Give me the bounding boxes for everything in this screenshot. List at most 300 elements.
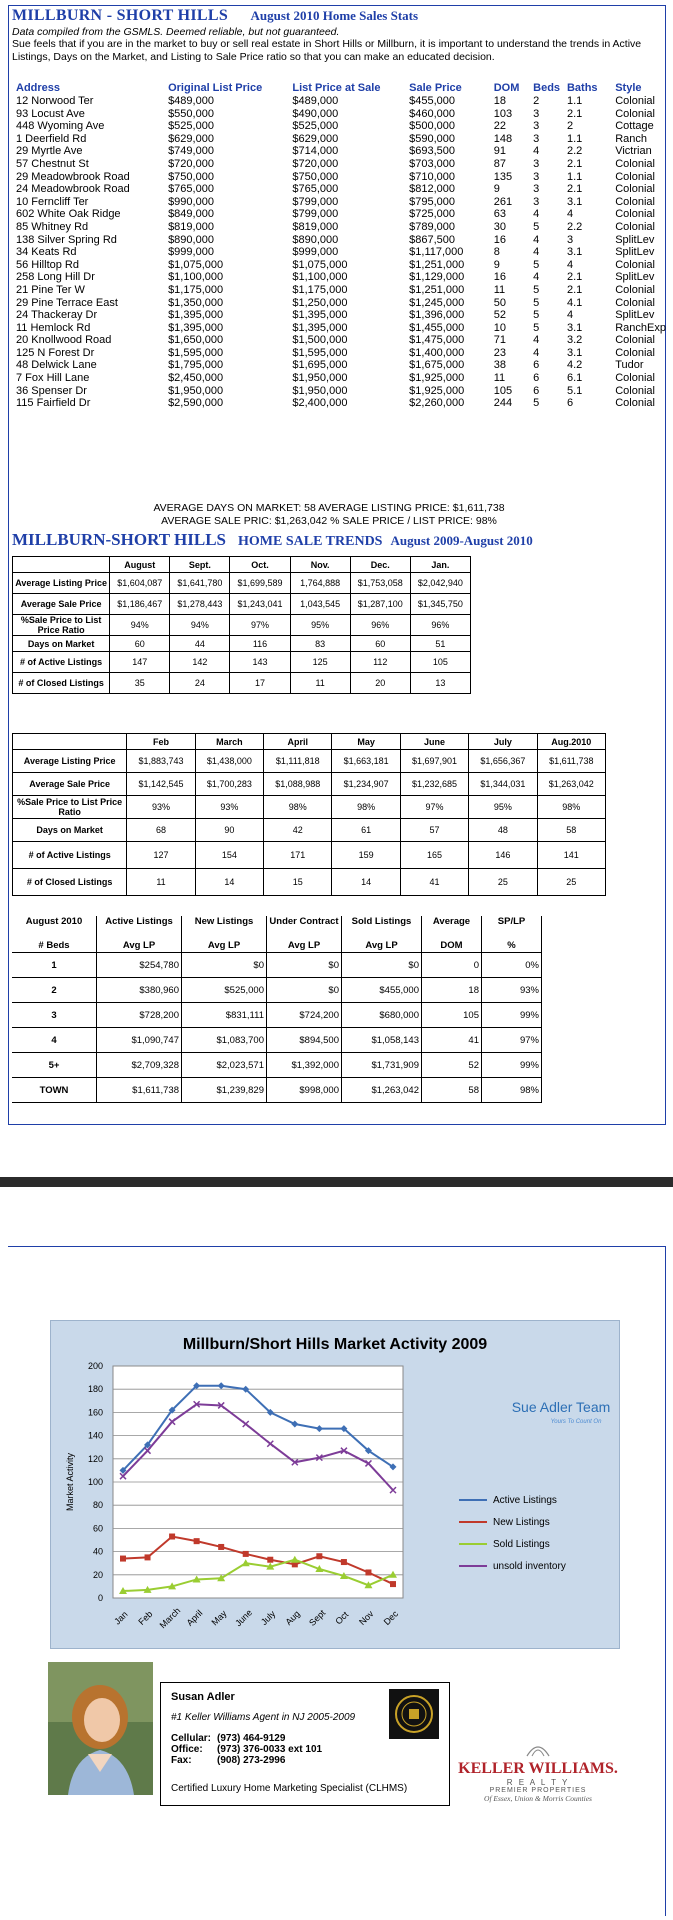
trend-cell: $1,344,031	[469, 773, 537, 796]
listing-cell: $2,590,000	[168, 397, 224, 410]
trend-cell: 95%	[290, 615, 350, 636]
listing-cell: $1,475,000	[409, 334, 465, 347]
listing-cell: 4	[566, 258, 574, 271]
keller-williams-logo	[458, 1738, 618, 1803]
trend-cell: $1,278,443	[170, 594, 230, 615]
listing-cell: 5	[533, 258, 540, 271]
listing-cell: $1,595,000	[168, 346, 224, 359]
trends-brand: MILLBURN-SHORT HILLS	[12, 530, 227, 549]
listing-cell: 5	[533, 220, 540, 233]
x-tick-label: Feb	[136, 1608, 155, 1627]
kw-realty: R E A L T Y	[506, 1778, 570, 1787]
trend-month-header: March	[195, 734, 263, 750]
listing-cell: 9	[493, 258, 500, 271]
trend-cell: 112	[350, 652, 410, 673]
trend-cell: 1,764,888	[290, 573, 350, 594]
listing-cell: 4	[566, 309, 574, 322]
listing-row	[14, 208, 673, 221]
data-point	[365, 1569, 371, 1575]
listing-cell: 3.1	[566, 246, 583, 259]
chart-svg	[51, 1321, 619, 1648]
listing-row	[14, 133, 673, 146]
beds-cell: 52	[422, 1053, 482, 1078]
beds-cell: $0	[267, 978, 342, 1003]
listing-cell: 3.1	[566, 321, 583, 334]
listing-cell: Colonial	[615, 283, 655, 296]
trend-corner-cell	[13, 557, 110, 573]
office-number: (973) 376-0033 ext 101	[217, 1744, 323, 1755]
trend-cell: $1,883,743	[127, 750, 195, 773]
listing-cell: $819,000	[292, 220, 339, 233]
listing-cell: $795,000	[409, 195, 456, 208]
trend-cell: 147	[110, 652, 170, 673]
trend-month-header: Aug.2010	[537, 734, 605, 750]
listing-cell: 5	[533, 309, 540, 322]
trend-month-header: Dec.	[350, 557, 410, 573]
beds-cell: 93%	[482, 978, 542, 1003]
trend-cell: 24	[170, 673, 230, 694]
listing-cell: $765,000	[292, 183, 339, 196]
listing-cell: 50	[493, 296, 506, 309]
beds-cell: 5+	[12, 1053, 97, 1078]
trend-row	[13, 573, 471, 594]
trend-row	[13, 594, 471, 615]
kw-name: KELLER WILLIAMS.	[458, 1760, 618, 1777]
beds-cell: 99%	[482, 1053, 542, 1078]
beds-cell: $2,709,328	[97, 1053, 182, 1078]
listing-cell: 36 Spenser Dr	[16, 384, 87, 397]
listing-cell: $1,251,000	[409, 258, 465, 271]
trend-cell: $1,438,000	[195, 750, 263, 773]
trend-cell: 14	[332, 869, 400, 896]
listing-cell: 4	[533, 233, 540, 246]
x-tick-label: Dec	[381, 1608, 401, 1628]
listing-cell: $703,000	[409, 157, 456, 170]
beds-row	[12, 953, 542, 978]
listings-col-header: Style	[615, 81, 642, 94]
office-label: Office:	[171, 1744, 203, 1755]
agent-tagline: #1 Keller Williams Agent in NJ 2005-2009	[171, 1712, 356, 1723]
listing-cell: 52	[493, 309, 506, 322]
listing-cell: $1,950,000	[168, 384, 224, 397]
listing-cell: 448 Wyoming Ave	[16, 120, 105, 133]
trend-row	[13, 819, 606, 842]
legend-label: New Listings	[493, 1517, 550, 1528]
trend-cell: 171	[264, 842, 332, 869]
listing-cell: $1,395,000	[292, 309, 348, 322]
trend-cell: $1,243,041	[230, 594, 290, 615]
listing-cell: 10	[493, 321, 506, 334]
trend-cell: $1,663,181	[332, 750, 400, 773]
listing-cell: 3	[533, 170, 540, 183]
trend-cell: 14	[195, 869, 263, 896]
listing-cell: 3.1	[566, 195, 583, 208]
beds-cell: 105	[422, 1003, 482, 1028]
listing-row	[14, 334, 673, 347]
listing-cell: $455,000	[409, 95, 456, 107]
listings-col-header: Sale Price	[409, 81, 462, 94]
listing-cell: 1.1	[566, 95, 583, 107]
listing-cell: $714,000	[292, 145, 339, 158]
listing-cell: 125 N Forest Dr	[16, 346, 95, 359]
beds-cell: $998,000	[267, 1078, 342, 1103]
trend-cell: 11	[290, 673, 350, 694]
listing-cell: 11 Hemlock Rd	[16, 321, 91, 334]
listing-cell: 105	[493, 384, 513, 397]
data-point	[390, 1581, 396, 1587]
listing-cell: $460,000	[409, 107, 456, 120]
chart-title: Millburn/Short Hills Market Activity 2009	[182, 1336, 488, 1353]
listing-cell: 7 Fox Hill Lane	[16, 372, 90, 385]
listing-cell: Colonial	[615, 220, 655, 233]
trend-month-header: Nov.	[290, 557, 350, 573]
trend-cell: 142	[170, 652, 230, 673]
listing-cell: 5	[533, 296, 540, 309]
listing-cell: $720,000	[168, 157, 214, 170]
listing-row	[14, 234, 673, 247]
listing-cell: 18	[493, 95, 506, 107]
trend-cell: 57	[400, 819, 468, 842]
y-tick-label: 80	[92, 1500, 103, 1511]
listing-cell: Cottage	[615, 120, 654, 133]
listing-cell: $890,000	[292, 233, 339, 246]
listing-cell: 2.1	[566, 157, 583, 170]
listings-col-header: Original List Price	[168, 81, 263, 94]
listing-cell: Colonial	[615, 346, 655, 359]
listing-row	[14, 322, 673, 335]
listing-cell: 6	[533, 384, 540, 397]
trend-cell: $1,611,738	[537, 750, 605, 773]
trend-cell: $1,088,988	[264, 773, 332, 796]
trends-title	[12, 530, 533, 550]
listing-cell: $693,500	[409, 145, 456, 158]
trend-cell: 51	[410, 636, 470, 652]
listing-cell: $999,000	[168, 246, 214, 259]
listing-cell: 1 Deerfield Rd	[16, 132, 87, 145]
trend-row-label: Days on Market	[13, 819, 127, 842]
listing-cell: $1,675,000	[409, 359, 465, 372]
listing-cell: $1,950,000	[292, 372, 348, 385]
trend-cell: $1,699,589	[230, 573, 290, 594]
beds-cell: $0	[342, 953, 422, 978]
trend-cell: $1,232,685	[400, 773, 468, 796]
agent-certification: Certified Luxury Home Marketing Specialist (CLHMS)	[171, 1783, 408, 1794]
listing-cell: $750,000	[168, 170, 214, 183]
listing-cell: 2.1	[566, 283, 583, 296]
listing-cell: 115 Fairfield Dr	[16, 397, 91, 410]
listing-cell: $799,000	[292, 195, 339, 208]
trend-cell: 96%	[350, 615, 410, 636]
fax-number: (908) 273-2996	[217, 1755, 286, 1766]
data-point	[194, 1538, 200, 1544]
listing-cell: SplitLev	[615, 233, 655, 246]
beds-subheader-cell: %	[482, 940, 542, 953]
listing-cell: 16	[493, 271, 506, 284]
trend-row	[13, 773, 606, 796]
listing-cell: Colonial	[615, 208, 655, 221]
listing-cell: 4	[533, 246, 540, 259]
trend-row	[13, 842, 606, 869]
listing-cell: Colonial	[615, 296, 655, 309]
listings-header-row	[14, 80, 673, 95]
listing-cell: $1,695,000	[292, 359, 348, 372]
data-point	[169, 1534, 175, 1540]
listing-cell: $749,000	[168, 145, 214, 158]
listing-cell: 2.1	[566, 271, 583, 284]
trend-cell: 48	[469, 819, 537, 842]
listing-row	[14, 297, 673, 310]
listing-cell: 11	[493, 283, 506, 296]
y-tick-label: 140	[87, 1430, 103, 1441]
listing-cell: 9	[493, 183, 500, 196]
beds-subheader-cell: Avg LP	[342, 940, 422, 953]
trend-row-label: %Sale Price to List Price Ratio	[13, 796, 127, 819]
trend-row-label: # of Active Listings	[13, 842, 127, 869]
listing-row	[14, 108, 673, 121]
legend-label: unsold inventory	[493, 1561, 566, 1572]
cellular-label: Cellular:	[171, 1733, 212, 1744]
listing-cell: 24 Thackeray Dr	[16, 309, 98, 322]
trend-month-header: Oct.	[230, 557, 290, 573]
listing-cell: $550,000	[168, 107, 214, 120]
beds-cell: $525,000	[182, 978, 267, 1003]
beds-cell: 98%	[482, 1078, 542, 1103]
trend-cell: 143	[230, 652, 290, 673]
data-point	[145, 1554, 151, 1560]
beds-header-cell: Active Listings	[97, 916, 182, 940]
beds-cell: TOWN	[12, 1078, 97, 1103]
trend-cell: 25	[469, 869, 537, 896]
listing-cell: $2,450,000	[168, 372, 224, 385]
trend-cell: $1,656,367	[469, 750, 537, 773]
x-tick-label: March	[157, 1605, 183, 1631]
trend-month-header: July	[469, 734, 537, 750]
trend-row-label: # of Active Listings	[13, 652, 110, 673]
listing-cell: $629,000	[168, 132, 214, 145]
trend-cell: $1,604,087	[110, 573, 170, 594]
kw-crest-icon	[523, 1738, 553, 1760]
beds-cell: 2	[12, 978, 97, 1003]
listing-cell: RanchExp	[615, 321, 666, 334]
listing-cell: $1,350,000	[168, 296, 224, 309]
listing-row	[14, 196, 673, 209]
clhms-seal-icon	[389, 1689, 439, 1739]
beds-subheader-cell: Avg LP	[267, 940, 342, 953]
beds-header-cell: New Listings	[182, 916, 267, 940]
data-point	[120, 1556, 126, 1562]
listing-cell: 148	[493, 132, 513, 145]
trend-cell: $1,753,058	[350, 573, 410, 594]
x-tick-label: Nov	[357, 1608, 376, 1628]
beds-cell: $2,023,571	[182, 1053, 267, 1078]
trend-cell: 90	[195, 819, 263, 842]
trend-cell: 98%	[264, 796, 332, 819]
trend-cell: 105	[410, 652, 470, 673]
listing-cell: $867,500	[409, 233, 456, 246]
trend-cell: 1,043,545	[290, 594, 350, 615]
listing-row	[14, 221, 673, 234]
listing-cell: 10 Ferncliff Ter	[16, 195, 89, 208]
trend-cell: 61	[332, 819, 400, 842]
trend-row	[13, 869, 606, 896]
listing-cell: $1,395,000	[292, 321, 348, 334]
trends-table-feb-aug	[12, 733, 606, 896]
beds-header-cell: Average	[422, 916, 482, 940]
trend-cell: $1,263,042	[537, 773, 605, 796]
listing-cell: Colonial	[615, 107, 655, 120]
listing-row	[14, 372, 673, 385]
trend-cell: 94%	[170, 615, 230, 636]
beds-row	[12, 1028, 542, 1053]
trend-cell: 97%	[400, 796, 468, 819]
listing-cell: $849,000	[168, 208, 214, 221]
listing-cell: Ranch	[615, 132, 647, 145]
listing-cell: 29 Pine Terrace East	[16, 296, 118, 309]
trend-cell: 94%	[110, 615, 170, 636]
listing-cell: $525,000	[292, 120, 339, 133]
trend-cell: 98%	[332, 796, 400, 819]
listing-cell: 5.1	[566, 384, 583, 397]
sales-listings-table	[14, 80, 673, 410]
trend-cell: 95%	[469, 796, 537, 819]
trend-cell: $1,287,100	[350, 594, 410, 615]
listing-cell: 3	[533, 132, 540, 145]
trend-cell: $1,641,780	[170, 573, 230, 594]
listing-cell: $999,000	[292, 246, 339, 259]
trend-month-header: April	[264, 734, 332, 750]
beds-header-cell: August 2010	[12, 916, 97, 940]
summary-line-2: AVERAGE SALE PRIC: $1,263,042 % SALE PRICE / LIST PRICE: 98%	[161, 515, 497, 527]
beds-subheader-cell: DOM	[422, 940, 482, 953]
listing-cell: $1,795,000	[168, 359, 224, 372]
y-tick-label: 60	[92, 1523, 103, 1534]
listing-cell: 11	[493, 372, 506, 385]
listing-cell: 6	[566, 397, 574, 410]
cellular-number: (973) 464-9129	[217, 1733, 286, 1744]
data-point	[218, 1544, 224, 1550]
trend-cell: 141	[537, 842, 605, 869]
listing-cell: 6	[533, 372, 540, 385]
legend-label: Active Listings	[493, 1495, 557, 1506]
trend-cell: 11	[127, 869, 195, 896]
listing-cell: $1,400,000	[409, 346, 465, 359]
listing-cell: $1,251,000	[409, 283, 465, 296]
listing-cell: Colonial	[615, 183, 655, 196]
trend-row-label: Days on Market	[13, 636, 110, 652]
listing-cell: 103	[493, 107, 513, 120]
trend-cell: $1,142,545	[127, 773, 195, 796]
y-tick-label: 40	[92, 1546, 103, 1557]
listing-cell: 22	[493, 120, 506, 133]
trend-header-row	[13, 557, 471, 573]
x-tick-label: Jan	[112, 1609, 130, 1627]
listing-cell: $1,245,000	[409, 296, 465, 309]
trend-row-label: %Sale Price to List Price Ratio	[13, 615, 110, 636]
listing-cell: $1,925,000	[409, 384, 465, 397]
beds-subheader-cell: Avg LP	[182, 940, 267, 953]
listing-cell: 135	[493, 170, 513, 183]
beds-row	[12, 1078, 542, 1103]
source-note: Data compiled from the GSMLS. Deemed reliable, but not guaranteed.	[12, 26, 340, 38]
listing-cell: 1.1	[566, 132, 583, 145]
report-subtitle: August 2010 Home Sales Stats	[250, 8, 419, 23]
listing-cell: 4	[533, 346, 540, 359]
beds-cell: 99%	[482, 1003, 542, 1028]
listing-cell: $725,000	[409, 208, 456, 221]
market-activity-chart	[50, 1320, 620, 1649]
trend-cell: 41	[400, 869, 468, 896]
listing-cell: 3	[533, 120, 540, 133]
listing-cell: 4	[533, 271, 540, 284]
team-logo-text: Sue Adler Team	[511, 1399, 611, 1415]
listing-cell: 63	[493, 208, 506, 221]
trend-cell: 127	[127, 842, 195, 869]
listing-cell: 5	[533, 321, 540, 334]
trend-row-label: # of Closed Listings	[13, 673, 110, 694]
trend-row-label: Average Sale Price	[13, 594, 110, 615]
x-tick-label: Sept	[307, 1607, 328, 1628]
fax-label: Fax:	[171, 1755, 192, 1766]
trend-cell: 60	[350, 636, 410, 652]
beds-cell: $1,239,829	[182, 1078, 267, 1103]
trend-month-header: June	[400, 734, 468, 750]
trend-cell: 68	[127, 819, 195, 842]
beds-cell: 41	[422, 1028, 482, 1053]
data-point	[243, 1551, 249, 1557]
agent-photo	[48, 1662, 153, 1795]
listing-cell: 4	[533, 334, 540, 347]
beds-cell: 0%	[482, 953, 542, 978]
trend-row	[13, 750, 606, 773]
trend-cell: $1,700,283	[195, 773, 263, 796]
listing-cell: $1,175,000	[292, 283, 348, 296]
listing-cell: $1,395,000	[168, 321, 224, 334]
listing-cell: 29 Meadowbrook Road	[16, 170, 130, 183]
beds-cell: $1,083,700	[182, 1028, 267, 1053]
listing-row	[14, 145, 673, 158]
listing-cell: 91	[493, 145, 506, 158]
beds-cell: 58	[422, 1078, 482, 1103]
beds-header-cell: Sold Listings	[342, 916, 422, 940]
beds-header-top	[12, 916, 542, 940]
beds-cell: $724,200	[267, 1003, 342, 1028]
listing-cell: $1,650,000	[168, 334, 224, 347]
listing-row	[14, 158, 673, 171]
listing-cell: 8	[493, 246, 500, 259]
listing-cell: 3	[533, 183, 540, 196]
kw-region: Of Essex, Union & Morris Counties	[484, 1794, 592, 1803]
listing-cell: $789,000	[409, 220, 456, 233]
y-tick-label: 120	[87, 1453, 103, 1464]
listing-cell: SplitLev	[615, 246, 655, 259]
trend-cell: 15	[264, 869, 332, 896]
beds-cell: $728,200	[97, 1003, 182, 1028]
trend-cell: 17	[230, 673, 290, 694]
y-tick-label: 200	[87, 1361, 103, 1371]
beds-row	[12, 978, 542, 1003]
agent-phones	[171, 1733, 322, 1766]
listing-cell: $489,000	[292, 95, 339, 107]
trend-cell: 96%	[410, 615, 470, 636]
trend-row-label: Average Sale Price	[13, 773, 127, 796]
beds-cell: $680,000	[342, 1003, 422, 1028]
listing-cell: Colonial	[615, 195, 655, 208]
beds-header-cell: SP/LP	[482, 916, 542, 940]
trend-cell: $1,345,750	[410, 594, 470, 615]
listing-cell: 2	[533, 95, 540, 107]
listings-col-header: List Price at Sale	[292, 81, 381, 94]
trend-row	[13, 673, 471, 694]
